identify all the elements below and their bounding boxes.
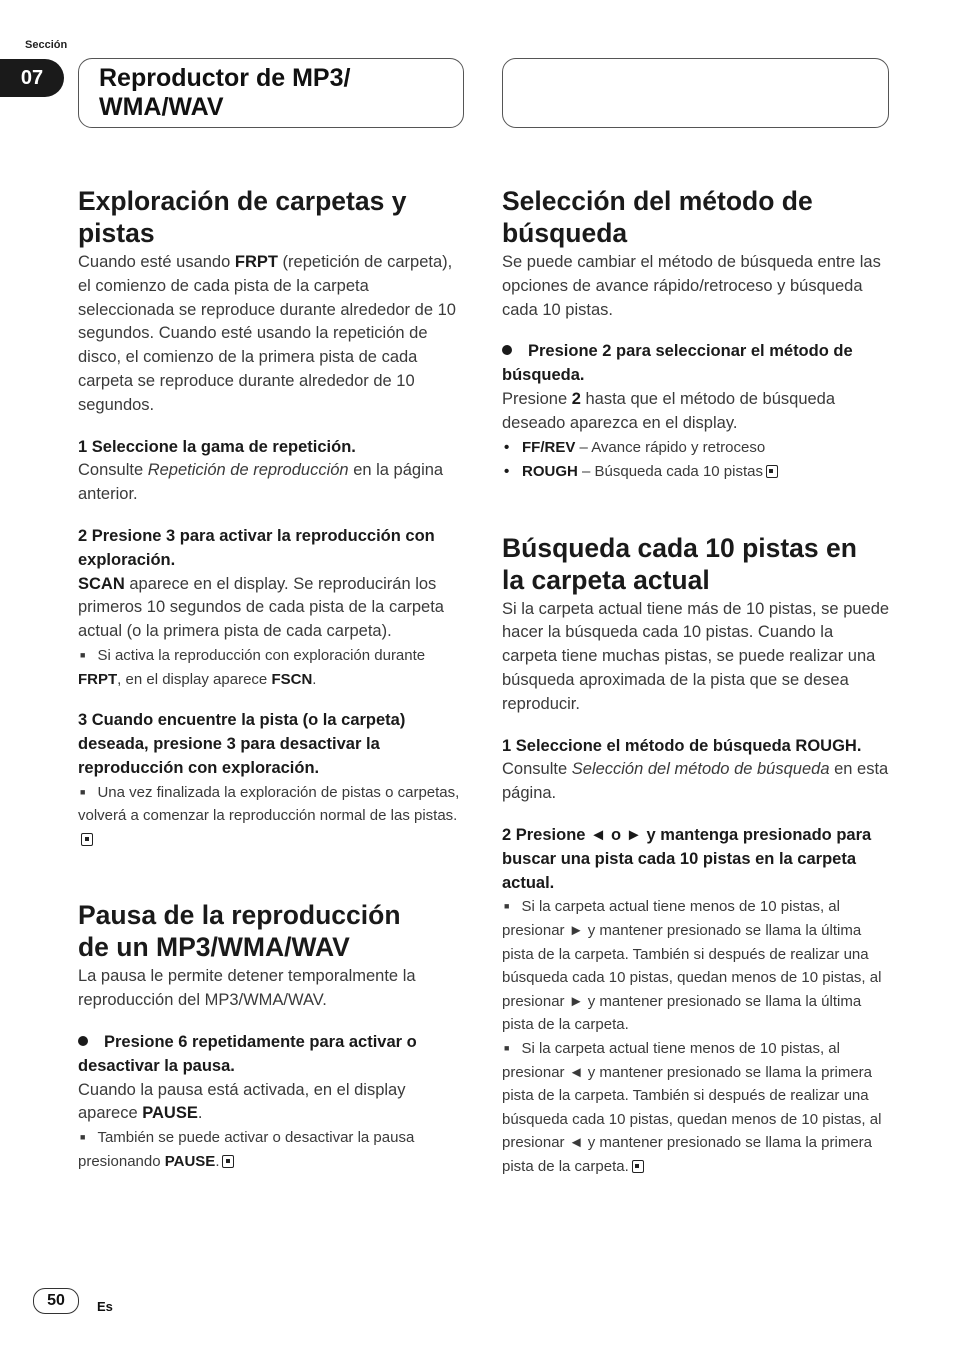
end-mark-icon [632,1160,644,1173]
step-3-note: ■ Una vez finalizada la exploración de pistas o carpetas, volverá a comenzar la reproducción normal de las pistas. [78,781,466,852]
pausa-note: ■ También se puede activar o desactivar la pausa presionando PAUSE. [78,1129,415,1170]
section-title-pausa: Pausa de la reproducción de un MP3/WMA/WAV [78,900,401,963]
pausa-step-heading: Presione 6 repetidamente para activar o desactivar la pausa. [78,1032,417,1075]
metodo-step-heading: Presione 2 para seleccionar el método de búsqueda. [502,342,853,385]
pausa-intro: La pausa le permite detener temporalmente la reproducción del MP3/WMA/WAV. [78,967,416,1010]
metodo-step-text: Presione 2 hasta que el método de búsqueda deseado aparezca en el display. [502,389,836,432]
section-label: Sección [25,39,68,51]
chapter-title [99,64,463,122]
note-square-icon: ■ [504,901,510,912]
note-square-icon: ■ [80,649,86,660]
chapter-title-line1: Reproductor de MP3/ [99,64,351,92]
chapter-title-line2: WMA/WAV [99,93,224,121]
busqueda-step-1-text: Consulte Selección del método de búsqueda en esta página. [502,760,889,803]
step-bullet-icon [502,345,512,355]
busqueda-note-1: ■ Si la carpeta actual tiene menos de 10 pistas, al presionar ► y mantener presionado se llama la última pista de la carpeta. También si después de realizar una búsqueda cada 10 pistas, quedan menos de 10 pistas, al presionar ► y mantener presionado se llama la última pista de la carpeta. [502,898,882,1034]
pausa-step-text: Cuando la pausa está activada, en el display aparece PAUSE. [78,1080,406,1123]
note-square-icon: ■ [80,786,86,797]
language-code: Es [97,1299,113,1314]
step-1-text: Consulte Repetición de reproducción en la página anterior. [78,461,444,504]
busqueda-step-1-heading: 1 Seleccione el método de búsqueda ROUGH. [502,736,862,755]
search-method-options [502,436,890,484]
section-number-tab: 07 [0,59,64,97]
option-rough: • ROUGH – Búsqueda cada 10 pistas [502,460,890,484]
header-empty-box [502,58,889,128]
end-mark-icon [222,1155,234,1168]
end-mark-icon [766,465,778,478]
step-2-text: SCAN aparece en el display. Se reproducirán los primeros 10 segundos de cada pista de la carpeta actual (o la primera pista de cada carpeta). [78,574,444,641]
right-column [502,185,890,1178]
exploracion-intro: Cuando esté usando FRPT (repetición de carpeta), el comienzo de cada pista de la carpeta seleccionada se reproduce durante alrededor de 10 segundos. Cuando esté usando la repetición de disco, el comienzo de la primera pista de cada carpeta se reproduce durante alrededor de 10 segundos. [78,253,456,414]
note-square-icon: ■ [80,1132,86,1143]
section-title-exploracion: Exploración de carpetas y pistas [78,186,407,248]
step-1-heading: 1 Seleccione la gama de repetición. [78,437,356,456]
step-bullet-icon [78,1036,88,1046]
chapter-header-box [78,58,464,128]
step-2-heading: 2 Presione 3 para activar la reproducción con exploración. [78,526,435,569]
section-title-metodo: Selección del método de búsqueda [502,186,813,248]
section-title-busqueda: Búsqueda cada 10 pistas en la carpeta actual [502,532,857,595]
step-2-note: ■ Si activa la reproducción con exploración durante FRPT, en el display aparece FSCN. [78,646,426,688]
page-number: 50 [33,1288,79,1314]
busqueda-step-2-heading: 2 Presione ◄ o ► y mantenga presionado para buscar una pista cada 10 pistas en la carpeta actual. [502,825,872,892]
option-ff-rev: • FF/REV – Avance rápido y retroceso [502,436,890,460]
step-3-heading: 3 Cuando encuentre la pista (o la carpeta) deseada, presione 3 para desactivar la reproducción con exploración. [78,711,406,777]
busqueda-note-2: ■ Si la carpeta actual tiene menos de 10 pistas, al presionar ◄ y mantener presionado se llama la primera pista de la carpeta. También si después de realizar una búsqueda cada 10 pistas, quedan menos de 10 pistas, al presionar ◄ y mantener presionado se llama la primera pista de la carpeta. [502,1039,882,1175]
metodo-intro: Se puede cambiar el método de búsqueda entre las opciones de avance rápido/retroceso y búsqueda cada 10 pistas. [502,253,881,319]
busqueda-intro: Si la carpeta actual tiene más de 10 pistas, se puede hacer la búsqueda cada 10 pistas. Cuando la carpeta tiene muchas pistas, se puede realizar una búsqueda aproximada de la pista que se desea reproducir. [502,599,890,713]
left-column [78,185,466,1173]
end-mark-icon [81,833,93,846]
note-square-icon: ■ [504,1042,510,1053]
